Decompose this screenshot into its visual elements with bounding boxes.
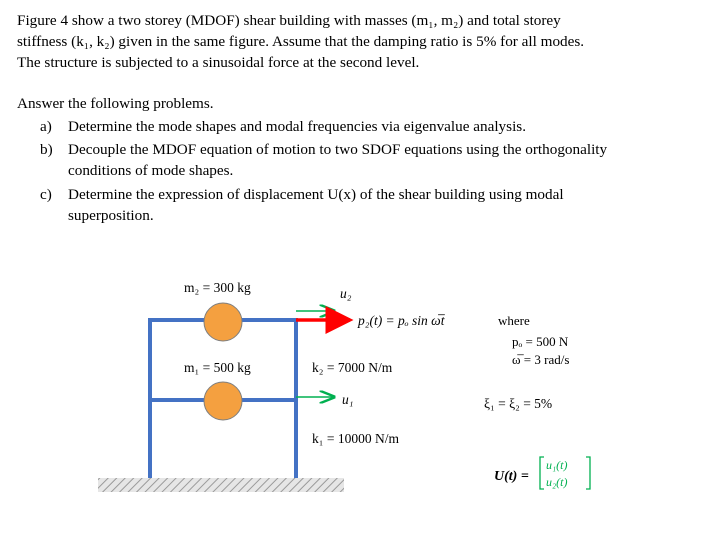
u-vector-left-bracket <box>540 457 544 489</box>
mass-m1 <box>204 382 242 420</box>
u-vector-right-bracket <box>586 457 590 489</box>
k1-label: k₁ = 10000 N/m <box>312 431 399 446</box>
u-vector-top: u₁(t) <box>546 458 568 472</box>
u-vector-bottom: u₂(t) <box>546 475 568 489</box>
question-a-label: a) <box>40 118 52 135</box>
k2-label: k₂ = 7000 N/m <box>312 360 393 375</box>
question-b-label: b) <box>40 141 53 158</box>
omega-value: ω̅ = 3 rad/s <box>512 352 570 367</box>
answer-prompt: Answer the following problems. <box>17 95 214 112</box>
question-a-line-1: Determine the mode shapes and modal frequencies via eigenvalue analysis. <box>68 118 526 135</box>
u1-label: u₁ <box>342 392 354 407</box>
u-vector-lhs: U(t) = <box>494 469 529 484</box>
m1-label: m₁ = 500 kg <box>184 360 251 375</box>
intro-line-3: The structure is subjected to a sinusoidal force at the second level. <box>17 54 420 71</box>
intro-line-2: stiffness (k₁, k₂) given in the same figure. Assume that the damping ratio is 5% for all modes. <box>17 33 585 50</box>
question-b-line-1: Decouple the MDOF equation of motion to two SDOF equations using the orthogonality <box>68 141 608 158</box>
m2-label: m₂ = 300 kg <box>184 280 251 295</box>
question-c-label: c) <box>40 186 52 203</box>
damping-ratio: ξ₁ = ξ₂ = 5% <box>484 396 553 411</box>
ground-hatch <box>98 478 344 492</box>
force-label: p₂(t) = pₒ sin ω̅t <box>358 313 445 328</box>
intro-line-1: Figure 4 show a two storey (MDOF) shear building with masses (m₁, m₂) and total storey <box>17 12 561 29</box>
mass-m2 <box>204 303 242 341</box>
question-c-line-2: superposition. <box>68 207 154 224</box>
u2-label: u₂ <box>340 286 352 301</box>
where-label: where <box>498 313 530 328</box>
question-c-line-1: Determine the expression of displacement U(x) of the shear building using modal <box>68 186 564 203</box>
po-value: pₒ = 500 N <box>512 334 569 349</box>
question-b-line-2: conditions of mode shapes. <box>68 162 234 179</box>
